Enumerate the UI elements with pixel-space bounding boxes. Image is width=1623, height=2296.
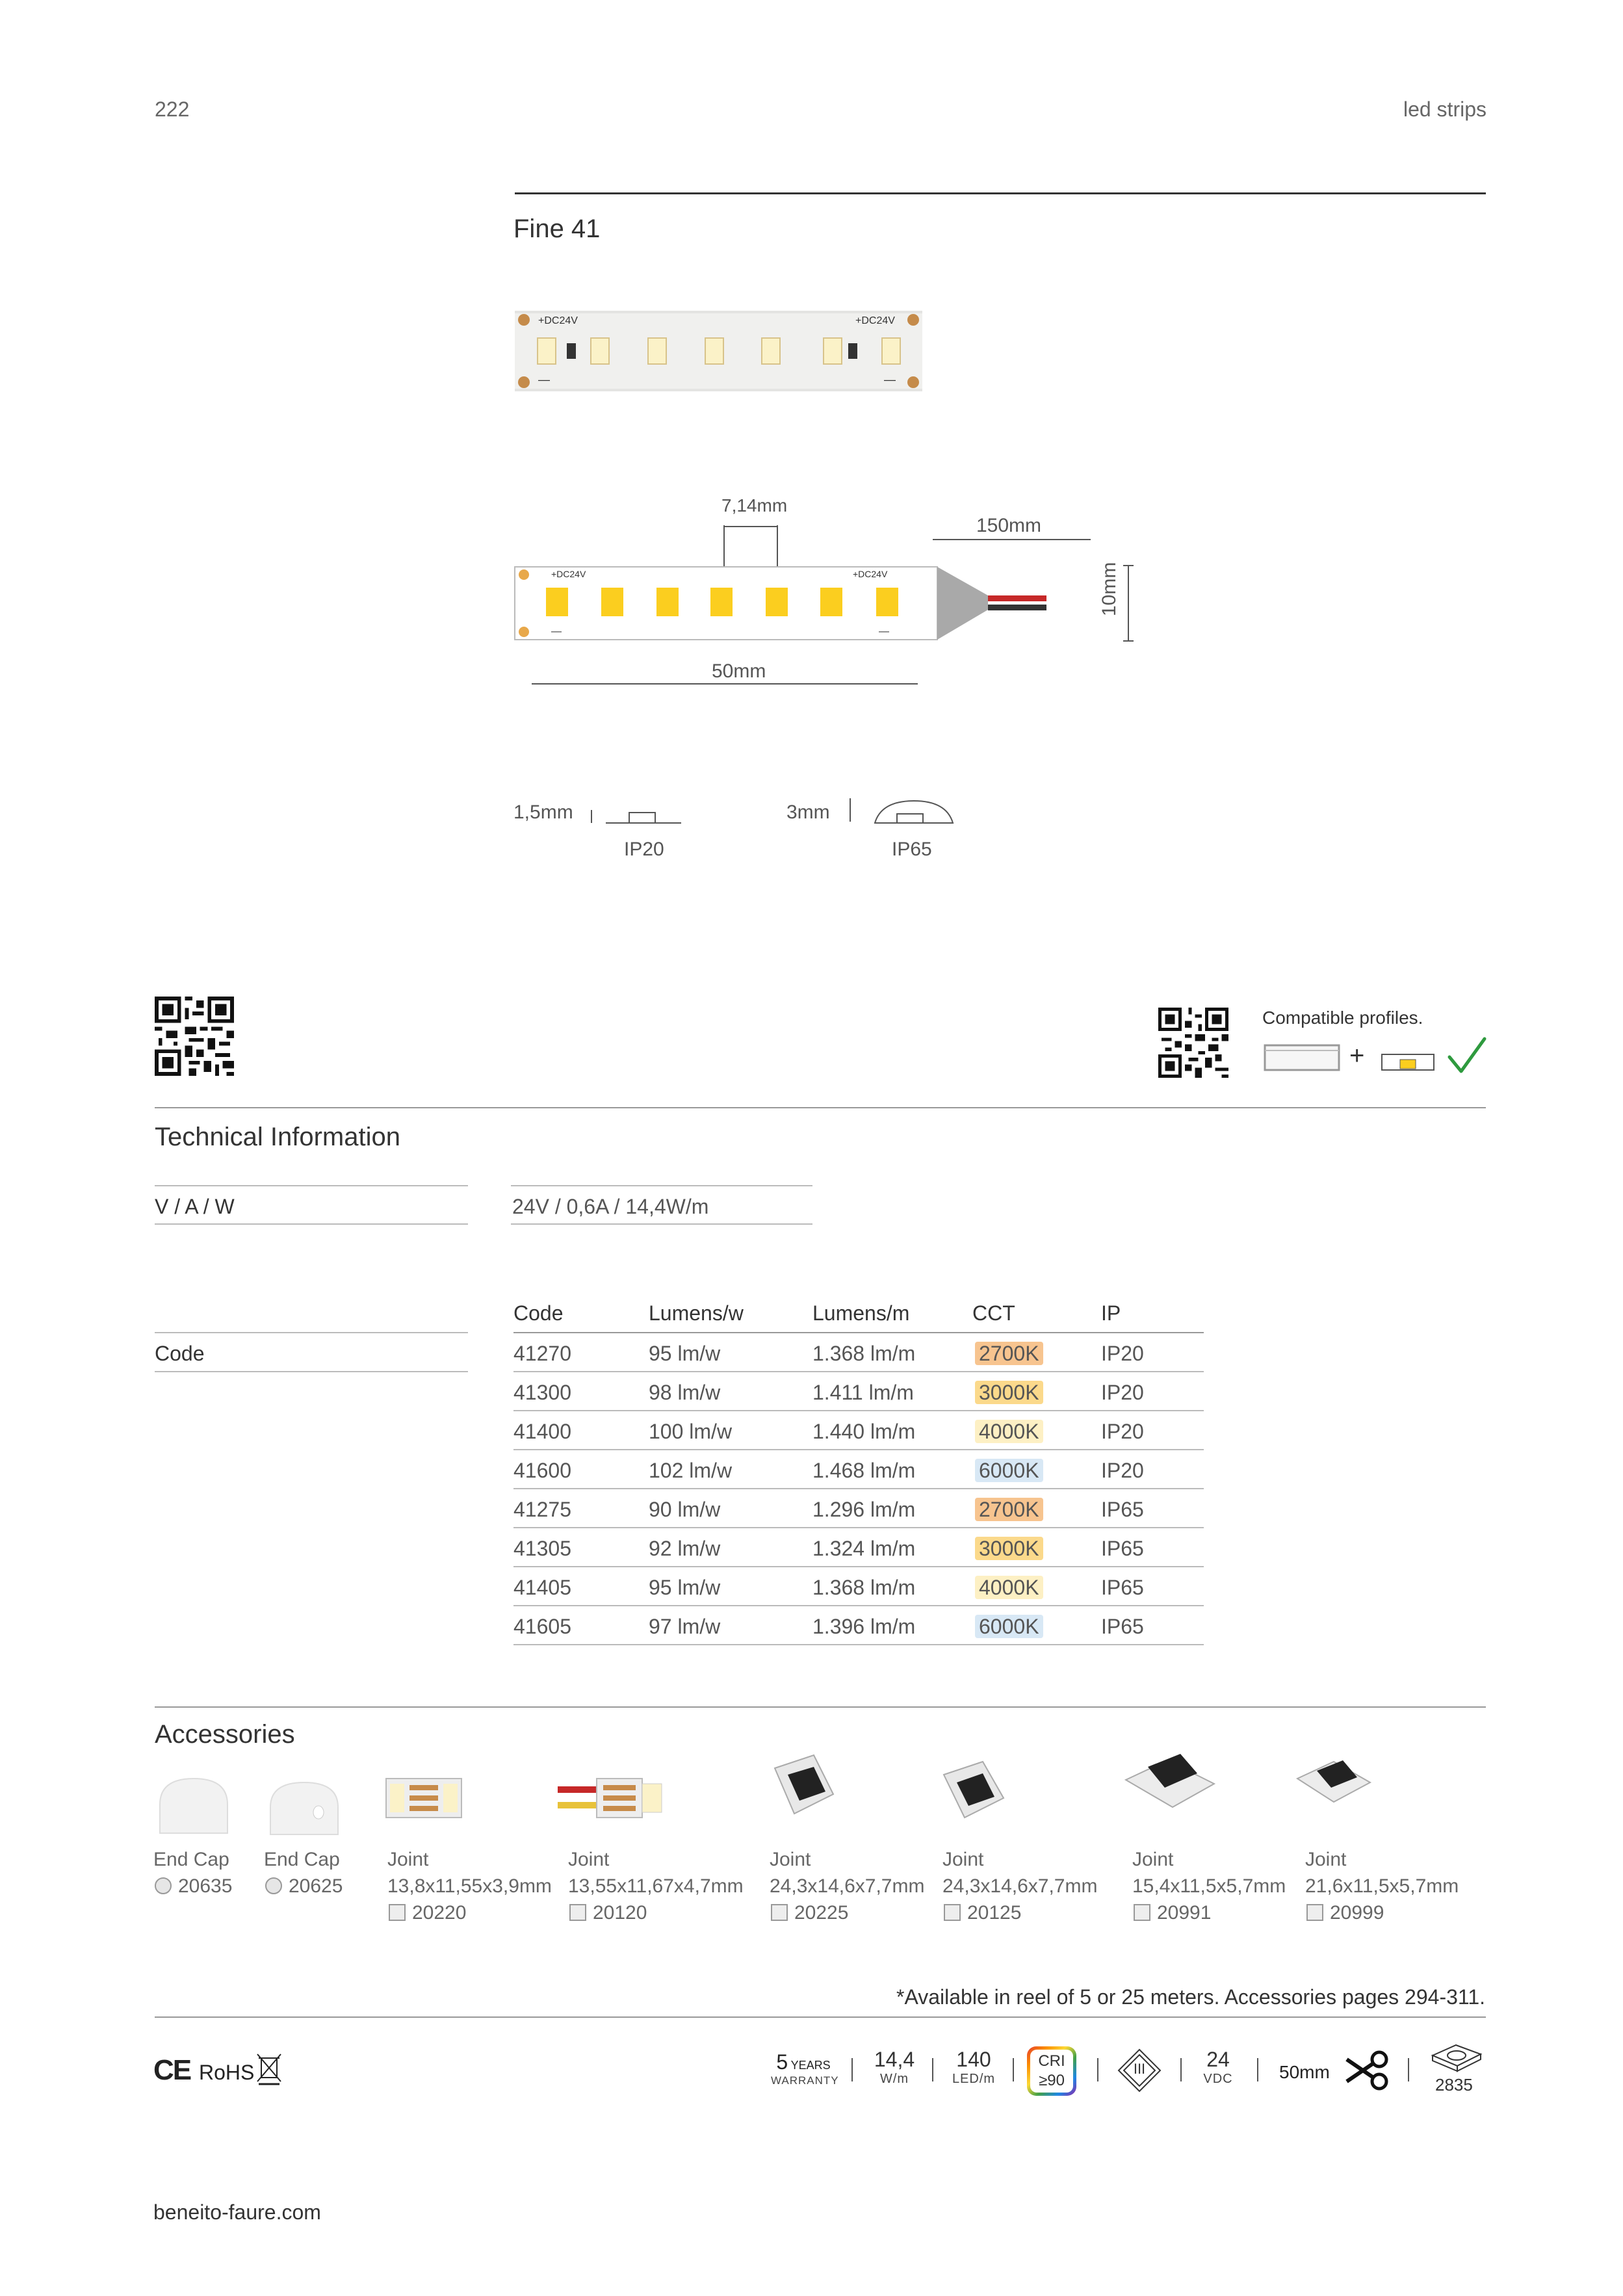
end-cap-image — [268, 1779, 341, 1837]
row-ip: IP20 — [1101, 1381, 1144, 1404]
cct-badge: 3000K — [975, 1537, 1043, 1560]
power-spec: 14,4 W/m — [874, 2048, 915, 2086]
ce-mark-icon: CE — [153, 2054, 191, 2086]
square-marker-icon — [389, 1904, 406, 1921]
svg-text:—: — — [538, 373, 550, 386]
square-marker-icon — [944, 1904, 961, 1921]
row-lumens-m: 1.368 lm/m — [812, 1342, 916, 1365]
accessory-name: End Cap — [153, 1849, 229, 1870]
joint-connector-image — [383, 1772, 464, 1824]
separator — [851, 2058, 853, 2081]
svg-text:+DC24V: +DC24V — [538, 315, 578, 326]
circle-marker-icon — [155, 1877, 172, 1894]
led-strip-mini-icon — [1381, 1053, 1435, 1071]
joint-clip-image — [1122, 1747, 1218, 1819]
svg-text:+DC24V: +DC24V — [551, 569, 586, 579]
vaw-value-rule-top — [511, 1185, 812, 1186]
row-lumens-w: 95 lm/w — [649, 1342, 721, 1365]
accessory-code: 20991 — [1134, 1902, 1211, 1924]
row-code: 41405 — [513, 1576, 571, 1599]
cri-badge-icon: CRI ≥90 — [1027, 2046, 1076, 2096]
row-lumens-w: 95 lm/w — [649, 1576, 721, 1599]
cut-dimension: 50mm — [712, 660, 766, 682]
row-lumens-w: 97 lm/w — [649, 1615, 721, 1638]
svg-text:—: — — [884, 373, 896, 386]
warranty-badge: 5 YEARS WARRANTY — [771, 2050, 839, 2087]
voltage-spec: 24 VDC — [1203, 2048, 1233, 2086]
row-code: 41270 — [513, 1342, 571, 1365]
joint-clip-image — [768, 1749, 840, 1827]
row-lumens-w: 90 lm/w — [649, 1498, 721, 1521]
accessory-dims: 13,55x11,67x4,7mm — [568, 1875, 744, 1897]
row-code: 41400 — [513, 1420, 571, 1443]
svg-text:—: — — [879, 626, 889, 637]
square-marker-icon — [1134, 1904, 1150, 1921]
joint-clip-image — [1293, 1751, 1374, 1816]
cct-badge: 6000K — [975, 1615, 1043, 1638]
row-code: 41600 — [513, 1459, 571, 1482]
row-lumens-w: 92 lm/w — [649, 1537, 721, 1560]
row-lumens-m: 1.440 lm/m — [812, 1420, 916, 1443]
row-code: 41300 — [513, 1381, 571, 1404]
row-ip: IP20 — [1101, 1420, 1144, 1443]
code-rule-top — [155, 1332, 468, 1333]
cct-badge: 6000K — [975, 1459, 1043, 1482]
ip20-profile-icon — [590, 803, 681, 827]
accessory-code: 20125 — [944, 1902, 1021, 1924]
vaw-rule-bottom — [155, 1223, 468, 1225]
class-iii-icon: III — [1117, 2048, 1162, 2093]
page-number: 222 — [155, 98, 190, 121]
row-ip: IP65 — [1101, 1576, 1144, 1599]
row-lumens-m: 1.296 lm/m — [812, 1498, 916, 1521]
accessory-code: 20120 — [569, 1902, 647, 1924]
product-title: Fine 41 — [513, 215, 601, 243]
separator — [1013, 2058, 1014, 2081]
technical-title: Technical Information — [155, 1123, 400, 1151]
accessory-dims: 15,4x11,5x5,7mm — [1132, 1875, 1286, 1897]
separator — [932, 2058, 933, 2081]
ip65-profile-icon — [849, 796, 959, 828]
col-header-ip: IP — [1101, 1301, 1121, 1325]
row-lumens-w: 98 lm/w — [649, 1381, 721, 1404]
vaw-value-rule-bottom — [511, 1223, 812, 1225]
end-cap-image — [156, 1775, 231, 1836]
square-marker-icon — [569, 1904, 586, 1921]
code-label: Code — [155, 1342, 205, 1365]
accessory-code: 20220 — [389, 1902, 466, 1924]
svg-text:+DC24V: +DC24V — [853, 569, 888, 579]
joint-cable-connector-image — [558, 1772, 668, 1824]
accessories-title: Accessories — [155, 1720, 295, 1749]
technical-rule — [155, 1107, 1486, 1108]
square-marker-icon — [771, 1904, 788, 1921]
chip-type: 2835 — [1435, 2075, 1473, 2094]
specs-rule — [155, 2016, 1486, 2018]
profiles-qr-code-icon[interactable] — [1158, 1008, 1228, 1078]
accessory-name: Joint — [568, 1849, 610, 1870]
ip20-label: IP20 — [624, 839, 664, 860]
led-chip-icon — [1430, 2041, 1483, 2072]
qr-code-icon[interactable] — [155, 997, 234, 1076]
scissors-icon — [1344, 2050, 1391, 2091]
section-name: led strips — [1403, 98, 1487, 121]
row-ip: IP20 — [1101, 1459, 1144, 1482]
vaw-value: 24V / 0,6A / 14,4W/m — [512, 1195, 709, 1218]
compatible-profiles-label: Compatible profiles. — [1262, 1008, 1423, 1028]
accessories-rule — [155, 1706, 1486, 1708]
row-ip: IP65 — [1101, 1537, 1144, 1560]
row-ip: IP65 — [1101, 1498, 1144, 1521]
cct-badge: 3000K — [975, 1381, 1043, 1404]
accessory-code: 20225 — [771, 1902, 848, 1924]
row-lumens-m: 1.368 lm/m — [812, 1576, 916, 1599]
separator — [1180, 2058, 1182, 2081]
aluminium-profile-icon — [1264, 1041, 1340, 1073]
row-lumens-m: 1.324 lm/m — [812, 1537, 916, 1560]
cct-badge: 2700K — [975, 1342, 1043, 1365]
plus-sign: + — [1349, 1041, 1365, 1070]
accessory-code: 20625 — [265, 1875, 343, 1898]
row-lumens-m: 1.468 lm/m — [812, 1459, 916, 1482]
vaw-label: V / A / W — [155, 1195, 235, 1218]
accessory-name: End Cap — [264, 1849, 340, 1870]
ip65-thickness: 3mm — [786, 802, 830, 823]
cct-badge: 4000K — [975, 1420, 1043, 1443]
strip-dimension-drawing — [507, 514, 1144, 696]
strip-photo — [515, 311, 922, 391]
accessory-name: Joint — [942, 1849, 984, 1870]
accessory-name: Joint — [387, 1849, 429, 1870]
col-header-lumens-w: Lumens/w — [649, 1301, 744, 1325]
cut-length-label: 50mm — [1279, 2062, 1330, 2082]
joint-clip-image — [939, 1755, 1010, 1827]
vaw-rule-top — [155, 1185, 468, 1186]
svg-text:+DC24V: +DC24V — [855, 315, 895, 326]
row-code: 41305 — [513, 1537, 571, 1560]
square-marker-icon — [1306, 1904, 1323, 1921]
cct-badge: 4000K — [975, 1576, 1043, 1599]
separator — [1257, 2058, 1258, 2081]
row-code: 41605 — [513, 1615, 571, 1638]
cable-dimension: 150mm — [976, 515, 1042, 536]
table-header-rule — [513, 1332, 1204, 1333]
accessory-code: 20635 — [155, 1875, 232, 1898]
separator — [1097, 2058, 1098, 2081]
check-icon — [1447, 1035, 1487, 1075]
row-lumens-m: 1.411 lm/m — [812, 1381, 914, 1404]
col-header-lumens-m: Lumens/m — [812, 1301, 910, 1325]
row-lumens-w: 100 lm/w — [649, 1420, 733, 1443]
separator — [1408, 2058, 1409, 2081]
accessory-dims: 24,3x14,6x7,7mm — [770, 1875, 925, 1897]
row-lumens-w: 102 lm/w — [649, 1459, 733, 1482]
availability-note: *Available in reel of 5 or 25 meters. Accessories pages 294-311. — [896, 1985, 1485, 2009]
col-header-cct: CCT — [972, 1301, 1015, 1325]
rohs-label: RoHS — [199, 2061, 255, 2084]
row-lumens-m: 1.396 lm/m — [812, 1615, 916, 1638]
col-header-code: Code — [513, 1301, 564, 1325]
row-ip: IP20 — [1101, 1342, 1144, 1365]
accessory-name: Joint — [1132, 1849, 1174, 1870]
cct-badge: 2700K — [975, 1498, 1043, 1521]
weee-bin-icon — [255, 2052, 283, 2085]
website-link[interactable]: beneito-faure.com — [153, 2200, 321, 2224]
circle-marker-icon — [265, 1877, 282, 1894]
accessory-name: Joint — [770, 1849, 811, 1870]
code-rule-bottom — [155, 1371, 468, 1372]
row-ip: IP65 — [1101, 1615, 1144, 1638]
pitch-dimension: 7,14mm — [721, 495, 788, 515]
height-dimension: 10mm — [1098, 562, 1120, 616]
row-code: 41275 — [513, 1498, 571, 1521]
accessory-dims: 13,8x11,55x3,9mm — [387, 1875, 552, 1897]
ip20-thickness: 1,5mm — [513, 802, 573, 823]
led-density-spec: 140 LED/m — [952, 2048, 996, 2086]
title-rule — [515, 192, 1486, 194]
svg-text:—: — — [551, 626, 562, 637]
accessory-name: Joint — [1305, 1849, 1347, 1870]
ip65-label: IP65 — [892, 839, 932, 860]
accessory-dims: 24,3x14,6x7,7mm — [942, 1875, 1098, 1897]
accessory-dims: 21,6x11,5x5,7mm — [1305, 1875, 1459, 1897]
accessory-code: 20999 — [1306, 1902, 1384, 1924]
